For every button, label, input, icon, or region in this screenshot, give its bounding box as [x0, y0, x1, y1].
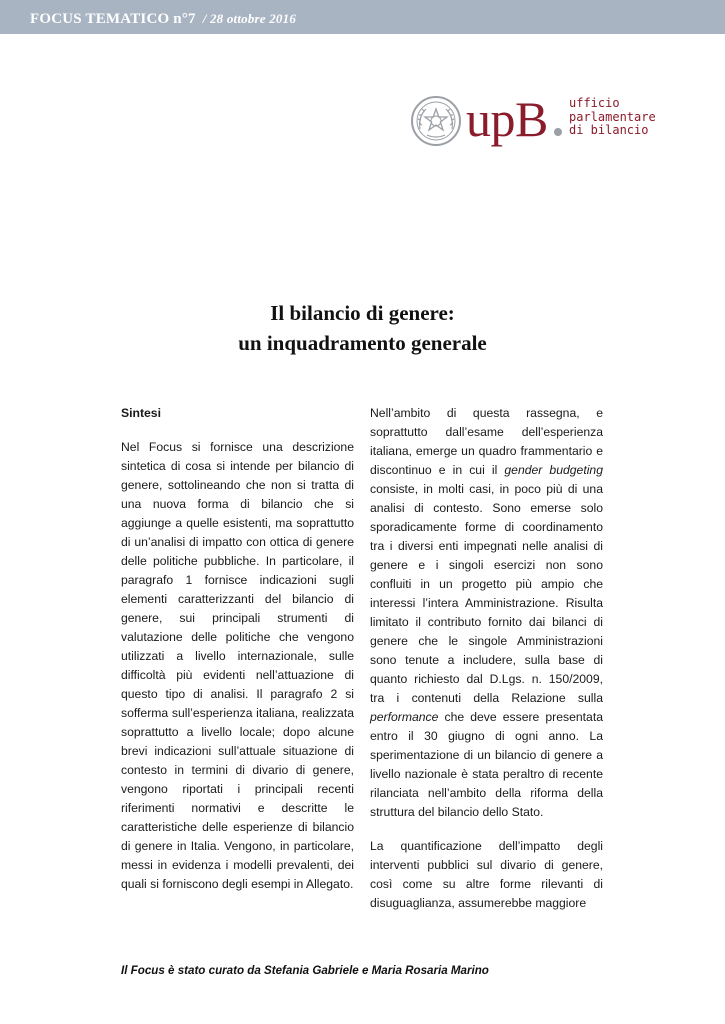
summary-paragraph: Nel Focus si fornisce una descrizione sintetica di cosa si intende per bilancio di genere, sottolineando che non si tratta di una nuova forma di bilancio che si aggiunge a quelle esistenti, ma soprattutto di un’analisi di impatto con ottica di genere delle politiche pubbliche. In particolare, il paragrafo 1 fornisce indicazioni sugli elementi caratterizzanti del bilancio di genere, sui principali strumenti di valutazione delle politiche che vengono utilizzati a livello internazionale, sulle difficoltà più evidenti nell’attuazione di questo tipo di analisi. Il paragrafo 2 si sofferma sull’esperienza italiana, realizzata soprattutto a livello locale; dopo alcune brevi indicazioni sull’attuale situazione di contesto in termini di divario di genere, vengono riportati i principali recenti riferimenti normativi e descritte le caratteristiche delle esperienze di bilancio di genere in Italia. Vengono, in particolare, messi in evidenza i modelli prevalenti, dei quali si forniscono degli esempi in Allegato.: [121, 440, 354, 891]
author-credit: Il Focus è stato curato da Stefania Gabriele e Maria Rosaria Marino: [121, 964, 489, 977]
right-paragraph-1: [370, 404, 603, 822]
logo-name-line-1: ufficio: [569, 96, 620, 110]
header-text: [30, 11, 296, 28]
logo-dot: [554, 128, 562, 136]
logo-name-line-2: parlamentare: [569, 109, 656, 124]
left-column: [121, 404, 354, 909]
right-paragraph-2: La quantificazione dell’impatto degli interventi pubblici sul divario di genere, così come su altre forme rilevanti di disuguaglianza, assumerebbe maggiore: [370, 839, 603, 910]
right-column: [370, 404, 603, 928]
upb-logo: [410, 91, 670, 153]
logo-name: [569, 97, 656, 138]
p1-text-a: Nell’ambito di questa rassegna, e soprattutto dall’esame dell’esperienza italiana, emerge un quadro frammentario e discontinuo e in cui il: [370, 406, 603, 477]
p1-emphasis-performance: performance: [370, 710, 439, 724]
publication-date: 28 ottobre 2016: [209, 11, 297, 26]
logo-acronym: upB: [466, 91, 548, 147]
header-date: [203, 11, 296, 26]
title-line-1: Il bilancio di genere:: [270, 301, 455, 325]
document-title: [0, 298, 725, 358]
logo-name-line-3: di bilancio: [569, 123, 649, 137]
p1-text-b: consiste, in molti casi, in poco più di una analisi di contesto. Sono emerse solo sporadicamente forme di coordinamento tra i diversi enti impegnati nelle analisi di genere e i singoli esercizi non sono confluiti in un progetto più ampio che interessi l’intera Amministrazione. Risulta limitato il contributo fornito dai bilanci di genere che le singole Amministrazioni sono tenute a includere, sulla base di quanto richiesto dal D.Lgs. n. 150/2009, tra i contenuti della Relazione sulla: [370, 482, 603, 705]
date-separator: /: [202, 11, 207, 26]
p1-emphasis-gender-budgeting: gender budgeting: [504, 463, 603, 477]
series-label: FOCUS TEMATICO n°7: [30, 11, 196, 27]
title-line-2: un inquadramento generale: [238, 331, 487, 355]
p1-text-c: che deve essere presentata entro il 30 giugno di ogni anno. La sperimentazione di un bilancio di genere a livello nazionale è stata peraltro di recente rilanciata nell’ambito della riforma della struttura del bilancio dello Stato.: [370, 710, 603, 819]
header-bar: [0, 0, 725, 34]
republic-seal-icon: [410, 95, 462, 147]
summary-heading: Sintesi: [121, 406, 161, 420]
